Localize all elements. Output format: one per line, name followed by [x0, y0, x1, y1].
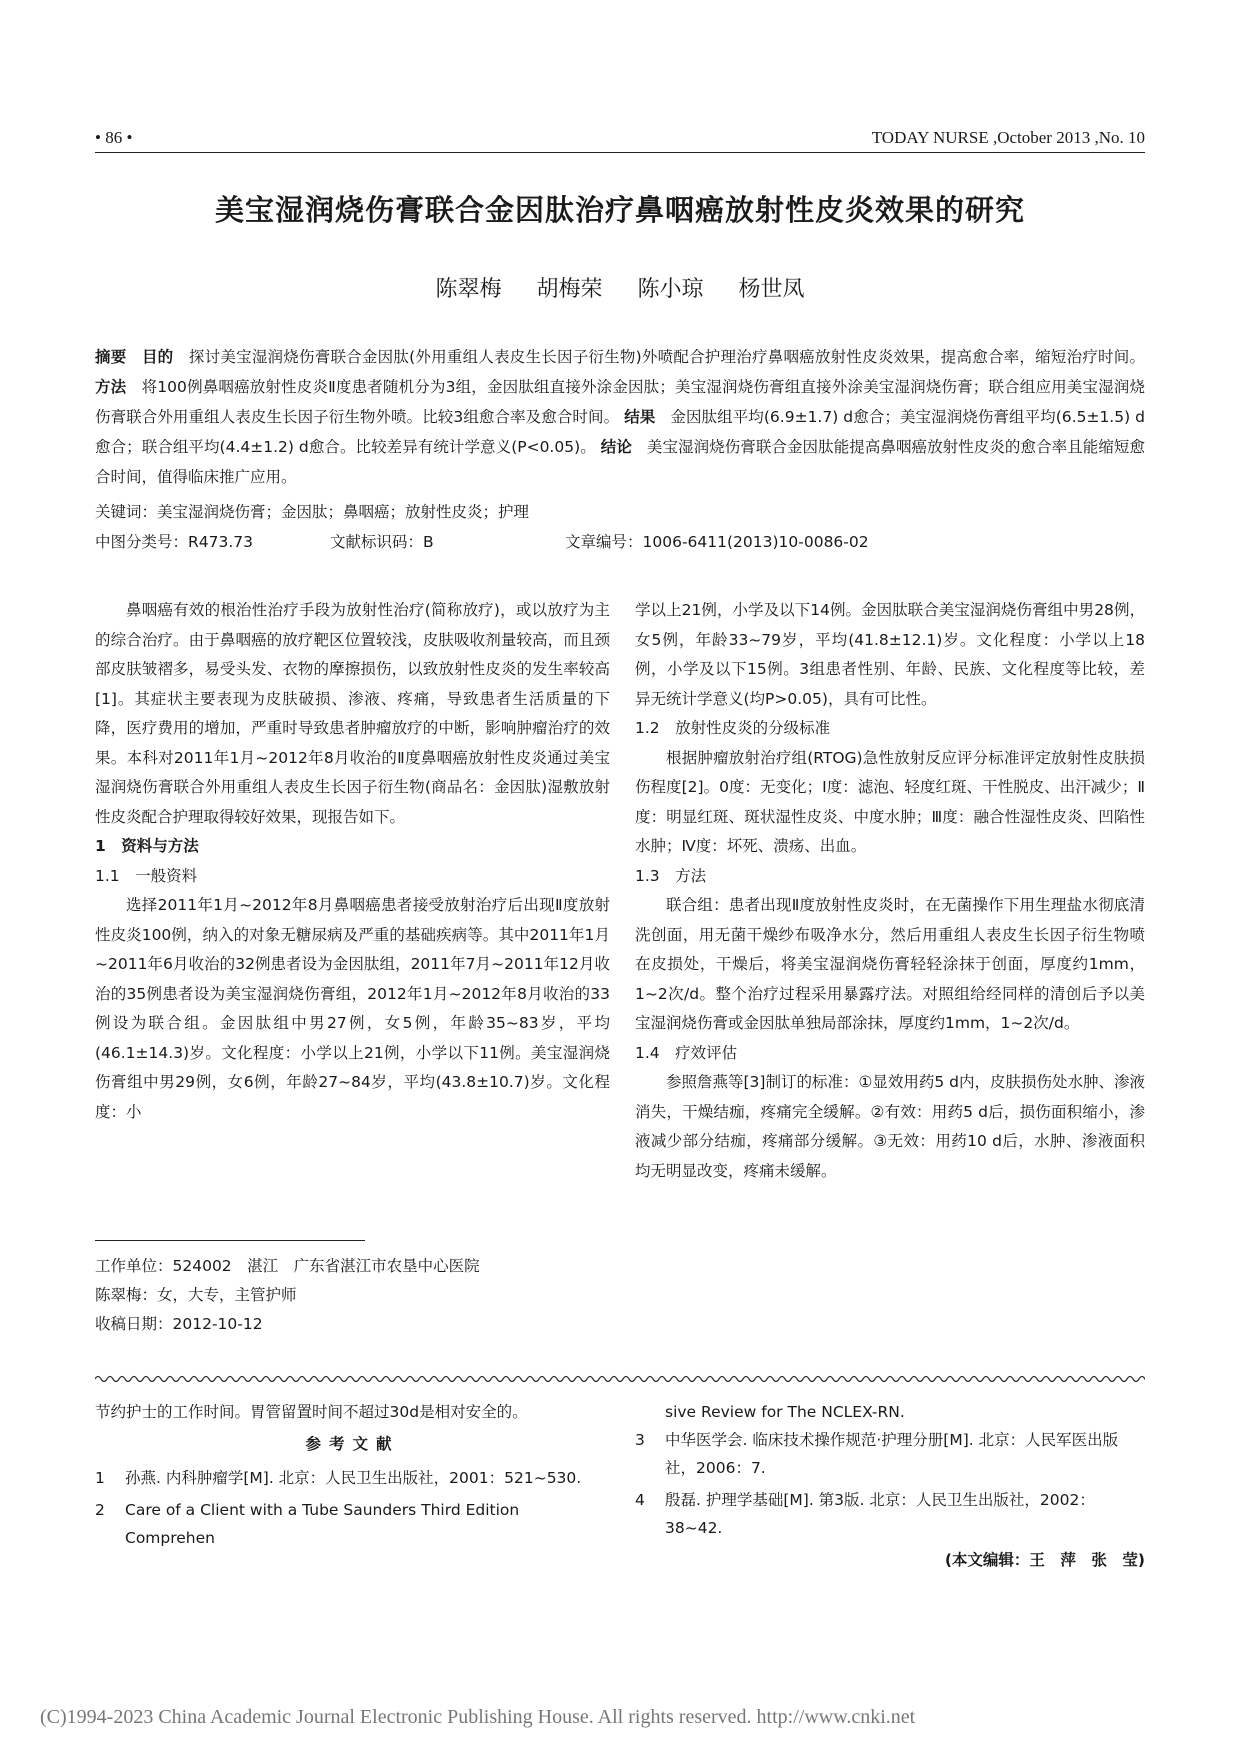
method-text: 将100例鼻咽癌放射性皮炎Ⅱ度患者随机分为3组，金因肽组直接外涂金因肽；美宝湿润烧伤膏组直接外涂美宝湿润烧伤膏；联合组应用美宝湿润烧伤膏联合外用重组人表皮生长因子衍生物外喷。比较3组愈合率及愈合时间。: [95, 378, 1145, 426]
method-label: 方法: [95, 378, 127, 396]
general-data-paragraph: 选择2011年1月~2012年8月鼻咽癌患者接受放射治疗后出现Ⅱ度放射性皮炎100例，纳入的对象无糖尿病及严重的基础疾病等。其中2011年1月~2011年6月收治的32例患者设为金因肽组，2011年7月~2011年12月收治的35例患者设为美宝湿润烧伤膏组，2012年1月~2012年8月收治的33例设为联合组。金因肽组中男27例，女5例，年龄35~83岁，平均(46.1±14.3)岁。文化程度：小学以上21例，小学以下11例。美宝湿润烧伤膏组中男29例，女6例，年龄27~84岁，平均(43.8±10.7)岁。文化程度：小: [95, 896, 610, 1121]
intro-paragraph: 鼻咽癌有效的根治性治疗手段为放射性治疗(简称放疗)，或以放疗为主的综合治疗。由于鼻咽癌的放疗靶区位置较浅，皮肤吸收剂量较高，而且颈部皮肤皱褶多，易受头发、衣物的摩擦损伤，以致放射性皮炎的发生率较高[1]。其症状主要表现为皮肤破损、渗液、疼痛，导致患者生活质量的下降，医疗费用的增加，严重时导致患者肿瘤放疗的中断，影响肿瘤治疗的效果。本科对2011年1月~2012年8月收治的Ⅱ度鼻咽癌放射性皮炎通过美宝湿润烧伤膏联合外用重组人表皮生长因子衍生物(商品名：金因肽)湿敷放射性皮炎配合护理取得较好效果，现报告如下。: [95, 601, 610, 826]
method-paragraph: 联合组：患者出现Ⅱ度放射性皮炎时，在无菌操作下用生理盐水彻底清洗创面，用无菌干燥纱布吸净水分，然后用重组人表皮生长因子衍生物喷在皮损处，干燥后，将美宝湿润烧伤膏轻轻涂抹于创面，厚度约1mm，1~2次/d。整个治疗过程采用暴露疗法。对照组给经同样的清创后予以美宝湿润烧伤膏或金因肽单独局部涂抹，厚度约1mm，1~2次/d。: [635, 896, 1145, 1032]
reference-item: [95, 1496, 610, 1552]
subsection-heading: 1.3 方法: [635, 866, 707, 885]
article-number: 文章编号：1006-6411(2013)10-0086-02: [565, 533, 869, 551]
author: 陈小琼: [637, 277, 704, 302]
reference-text: 殷磊. 护理学基础[M]. 第3版. 北京：人民卫生出版社，2002：38~42.: [665, 1491, 1095, 1537]
conclusion-text: 美宝湿润烧伤膏联合金因肽能提高鼻咽癌放射性皮炎的愈合率且能缩短愈合时间，值得临床推广应用。: [95, 438, 1145, 486]
previous-article-right: [635, 1398, 1145, 1574]
left-column: [95, 596, 610, 1127]
received-date: 收稿日期：2012-10-12: [95, 1315, 263, 1333]
page-number: • 86 •: [95, 128, 133, 147]
result-label: 结果: [624, 408, 656, 426]
abstract: [95, 342, 1145, 492]
reference-number: 1: [95, 1469, 105, 1487]
subsection-heading: 1.1 一般资料: [95, 866, 198, 885]
purpose-label: 目的: [141, 348, 174, 366]
result-text: 金因肽组平均(6.9±1.7) d愈合；美宝湿润烧伤膏组平均(6.5±1.5) d愈合；联合组平均(4.4±1.2) d愈合。比较差异有统计学意义(P<0.05)。: [95, 408, 1145, 456]
clc-number: 中图分类号：R473.73: [95, 533, 254, 551]
right-column: [635, 596, 1145, 1186]
keywords: 关键词：美宝湿润烧伤膏；金因肽；鼻咽癌；放射性皮炎；护理: [95, 503, 530, 521]
reference-text: 孙燕. 内科肿瘤学[M]. 北京：人民卫生出版社，2001：521~530.: [125, 1469, 582, 1487]
author: 胡梅荣: [536, 277, 603, 302]
reference-text: Care of a Client with a Tube Saunders Third Edition Comprehen: [125, 1501, 520, 1547]
grading-paragraph: 根据肿瘤放射治疗组(RTOG)急性放射反应评分标准评定放射性皮肤损伤程度[2]。0度：无变化；Ⅰ度：滤泡、轻度红斑、干性脱皮、出汗减少；Ⅱ度：明显红斑、斑状湿性皮炎、中度水肿；Ⅲ度：融合性湿性皮炎、凹陷性水肿；Ⅳ度：坏死、溃疡、出血。: [635, 748, 1145, 855]
reference-continued: sive Review for The NCLEX-RN.: [665, 1403, 905, 1421]
reference-number: 4: [635, 1491, 645, 1509]
subsection-heading: 1.4 疗效评估: [635, 1043, 738, 1062]
author: 杨世凤: [738, 277, 805, 302]
wavy-separator: [95, 1374, 1145, 1384]
editor-credit: (本文编辑：王 萍 张 莹): [944, 1551, 1145, 1569]
reference-item: [635, 1426, 1145, 1482]
conclusion-label: 结论: [600, 438, 632, 456]
references-title: 参考文献: [305, 1435, 400, 1453]
footnote-rule: [95, 1240, 365, 1241]
reference-item: [95, 1464, 610, 1492]
document-code: 文献标识码：B: [330, 533, 434, 551]
journal-header: TODAY NURSE ,October 2013 ,No. 10: [871, 128, 1145, 147]
abstract-label: 摘要: [95, 348, 127, 366]
general-data-continued: 学以上21例，小学及以下14例。金因肽联合美宝湿润烧伤膏组中男28例，女5例，年龄33~79岁，平均(41.8±12.1)岁。文化程度：小学以上18例，小学及以下15例。3组患者性别、年龄、民族、文化程度等比较，差异无统计学意义(均P>0.05)，具有可比性。: [635, 601, 1145, 708]
section-heading: 1 资料与方法: [95, 837, 199, 855]
footnote: [95, 1252, 610, 1339]
previous-article-left: [95, 1398, 610, 1556]
author: 陈翠梅: [435, 277, 502, 302]
reference-number: 3: [635, 1431, 645, 1449]
reference-item: [635, 1486, 1145, 1542]
work-unit: 工作单位：524002 湛江 广东省湛江市农垦中心医院: [95, 1257, 480, 1275]
author-info: 陈翠梅：女，大专，主管护师: [95, 1286, 297, 1304]
reference-number: 2: [95, 1501, 105, 1519]
reference-text: 中华医学会. 临床技术操作规范·护理分册[M]. 北京：人民军医出版社，2006：7.: [665, 1431, 1119, 1477]
purpose-text: 探讨美宝湿润烧伤膏联合金因肽(外用重组人表皮生长因子衍生物)外喷配合护理治疗鼻咽癌放射性皮炎效果，提高愈合率，缩短治疗时间。: [188, 348, 1146, 366]
copyright-notice: (C)1994-2023 China Academic Journal Electronic Publishing House. All rights reserved. http://www.cnki.net: [40, 1706, 916, 1728]
subsection-heading: 1.2 放射性皮炎的分级标准: [635, 719, 831, 737]
article-title: 美宝湿润烧伤膏联合金因肽治疗鼻咽癌放射性皮炎效果的研究: [214, 193, 1025, 227]
evaluation-paragraph: 参照詹燕等[3]制订的标准：①显效用药5 d内，皮肤损伤处水肿、渗液消失，干燥结痂，疼痛完全缓解。②有效：用药5 d后，损伤面积缩小，渗液减少部分结痂，疼痛部分缓解。③无效：用药10 d后，水肿、渗液面积均无明显改变，疼痛未缓解。: [635, 1073, 1145, 1180]
previous-article-text: 节约护士的工作时间。胃管留置时间不超过30d是相对安全的。: [95, 1403, 528, 1421]
header-rule: [95, 152, 1145, 153]
author-list: [0, 272, 1240, 303]
